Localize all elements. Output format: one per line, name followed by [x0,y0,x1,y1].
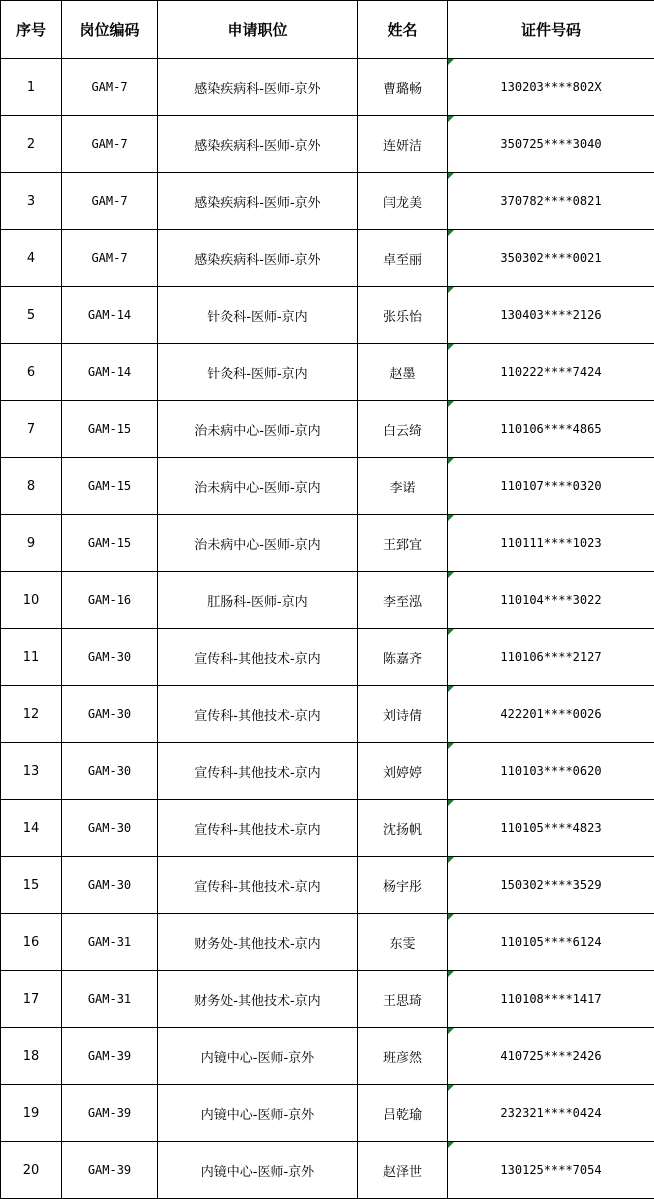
table-row [1,914,654,971]
cell-position: 感染疾病科-医师-京外 [158,173,358,230]
cell-id-number: 130403****2126 [448,287,654,344]
header-row [1,1,654,59]
cell-name: 东雯 [358,914,448,971]
cell-name: 李诺 [358,458,448,515]
cell-position: 肛肠科-医师-京内 [158,572,358,629]
cell-post-code: GAM-7 [62,230,158,287]
cell-post-code: GAM-30 [62,800,158,857]
cell-id-number: 232321****0424 [448,1085,654,1142]
table-row [1,800,654,857]
cell-position: 财务处-其他技术-京内 [158,971,358,1028]
cell-index: 15 [1,857,62,914]
cell-post-code: GAM-16 [62,572,158,629]
cell-index: 19 [1,1085,62,1142]
cell-id-number: 110222****7424 [448,344,654,401]
cell-position: 治未病中心-医师-京内 [158,515,358,572]
cell-id-number: 110106****4865 [448,401,654,458]
header-name: 姓名 [358,1,448,59]
cell-name: 刘婷婷 [358,743,448,800]
cell-name: 吕乾瑜 [358,1085,448,1142]
cell-name: 班彦然 [358,1028,448,1085]
cell-post-code: GAM-30 [62,743,158,800]
cell-position: 针灸科-医师-京内 [158,344,358,401]
cell-name: 赵墨 [358,344,448,401]
cell-index: 7 [1,401,62,458]
table-header [1,1,654,59]
cell-post-code: GAM-15 [62,401,158,458]
cell-index: 16 [1,914,62,971]
cell-position: 感染疾病科-医师-京外 [158,116,358,173]
cell-position: 财务处-其他技术-京内 [158,914,358,971]
cell-index: 10 [1,572,62,629]
header-index: 序号 [1,1,62,59]
cell-position: 宣传科-其他技术-京内 [158,743,358,800]
table-row [1,686,654,743]
table-row [1,401,654,458]
table-row [1,173,654,230]
table-row [1,458,654,515]
cell-post-code: GAM-30 [62,857,158,914]
cell-post-code: GAM-7 [62,59,158,116]
cell-post-code: GAM-31 [62,971,158,1028]
cell-id-number: 110103****0620 [448,743,654,800]
table-body [1,59,654,1199]
table-row [1,230,654,287]
cell-index: 3 [1,173,62,230]
cell-position: 宣传科-其他技术-京内 [158,857,358,914]
cell-name: 连妍洁 [358,116,448,173]
cell-index: 18 [1,1028,62,1085]
cell-post-code: GAM-15 [62,515,158,572]
cell-name: 赵泽世 [358,1142,448,1199]
cell-index: 5 [1,287,62,344]
cell-id-number: 370782****0821 [448,173,654,230]
table-row [1,1142,654,1199]
cell-name: 杨宇彤 [358,857,448,914]
cell-name: 沈扬帆 [358,800,448,857]
cell-id-number: 130203****802X [448,59,654,116]
cell-id-number: 110105****4823 [448,800,654,857]
table-row [1,116,654,173]
cell-position: 宣传科-其他技术-京内 [158,800,358,857]
cell-id-number: 422201****0026 [448,686,654,743]
cell-position: 宣传科-其他技术-京内 [158,629,358,686]
cell-post-code: GAM-39 [62,1028,158,1085]
table-row [1,344,654,401]
cell-name: 卓至丽 [358,230,448,287]
cell-index: 12 [1,686,62,743]
table-row [1,1028,654,1085]
cell-index: 17 [1,971,62,1028]
table-row [1,629,654,686]
header-post-code: 岗位编码 [62,1,158,59]
cell-index: 9 [1,515,62,572]
table-row [1,743,654,800]
cell-post-code: GAM-30 [62,629,158,686]
cell-index: 2 [1,116,62,173]
cell-position: 内镜中心-医师-京外 [158,1142,358,1199]
cell-index: 14 [1,800,62,857]
cell-id-number: 110108****1417 [448,971,654,1028]
cell-position: 感染疾病科-医师-京外 [158,230,358,287]
cell-index: 11 [1,629,62,686]
cell-post-code: GAM-7 [62,173,158,230]
cell-post-code: GAM-30 [62,686,158,743]
table-row [1,572,654,629]
header-id-number: 证件号码 [448,1,654,59]
cell-index: 4 [1,230,62,287]
cell-id-number: 150302****3529 [448,857,654,914]
cell-post-code: GAM-7 [62,116,158,173]
table-row [1,515,654,572]
cell-post-code: GAM-39 [62,1142,158,1199]
cell-post-code: GAM-39 [62,1085,158,1142]
cell-id-number: 110106****2127 [448,629,654,686]
cell-id-number: 350302****0021 [448,230,654,287]
cell-index: 20 [1,1142,62,1199]
cell-name: 刘诗倩 [358,686,448,743]
cell-id-number: 130125****7054 [448,1142,654,1199]
table-row [1,857,654,914]
cell-id-number: 110105****6124 [448,914,654,971]
cell-id-number: 110107****0320 [448,458,654,515]
cell-position: 感染疾病科-医师-京外 [158,59,358,116]
cell-id-number: 350725****3040 [448,116,654,173]
cell-position: 针灸科-医师-京内 [158,287,358,344]
table-row [1,1085,654,1142]
cell-id-number: 410725****2426 [448,1028,654,1085]
cell-position: 治未病中心-医师-京内 [158,458,358,515]
cell-name: 陈嘉齐 [358,629,448,686]
header-position: 申请职位 [158,1,358,59]
cell-name: 王郅宜 [358,515,448,572]
cell-name: 闫龙美 [358,173,448,230]
cell-index: 8 [1,458,62,515]
cell-name: 白云绮 [358,401,448,458]
cell-position: 内镜中心-医师-京外 [158,1028,358,1085]
cell-index: 13 [1,743,62,800]
cell-name: 曹璐畅 [358,59,448,116]
cell-position: 内镜中心-医师-京外 [158,1085,358,1142]
cell-post-code: GAM-14 [62,287,158,344]
cell-index: 1 [1,59,62,116]
cell-name: 张乐怡 [358,287,448,344]
cell-name: 李至泓 [358,572,448,629]
cell-post-code: GAM-15 [62,458,158,515]
cell-name: 王思琦 [358,971,448,1028]
cell-index: 6 [1,344,62,401]
cell-post-code: GAM-31 [62,914,158,971]
table-row [1,59,654,116]
cell-id-number: 110104****3022 [448,572,654,629]
cell-position: 治未病中心-医师-京内 [158,401,358,458]
cell-position: 宣传科-其他技术-京内 [158,686,358,743]
cell-post-code: GAM-14 [62,344,158,401]
cell-id-number: 110111****1023 [448,515,654,572]
table-row [1,287,654,344]
table-row [1,971,654,1028]
